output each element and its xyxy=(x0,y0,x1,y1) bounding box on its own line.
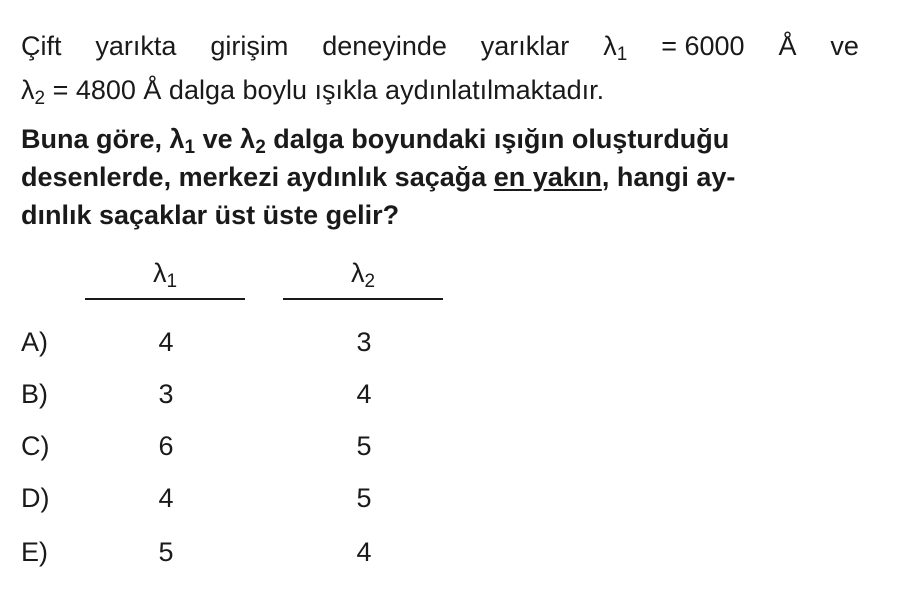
stem-word: Çift xyxy=(21,31,62,61)
option-value-lambda-1: 4 xyxy=(158,327,174,357)
emphasis-underline: en yakın xyxy=(493,162,602,192)
option-value-lambda-1: 3 xyxy=(158,379,174,409)
option-value-lambda-1: 6 xyxy=(158,431,174,461)
prompt-line-2: desenlerde, merkezi aydınlık saçağa en yakın, hangi ay- xyxy=(21,162,736,192)
column-header-lambda-2: $\lambda_2$ xyxy=(350,258,376,292)
option-value-lambda-2: 4 xyxy=(356,379,372,409)
stem-word: yarıkta xyxy=(95,31,177,61)
option-label[interactable]: E) xyxy=(21,537,48,567)
stem-word: yarıklar xyxy=(480,31,570,61)
lambda-1-symbol: $\lambda_1$ xyxy=(603,31,628,65)
stem-word: ve xyxy=(830,31,859,61)
stem-word: deneyinde xyxy=(322,31,447,61)
option-label[interactable]: D) xyxy=(21,483,50,513)
stem-value: = 6000 xyxy=(661,31,745,61)
stem-word: girişim xyxy=(210,31,289,61)
option-value-lambda-2: 5 xyxy=(356,431,372,461)
question-prompt xyxy=(21,120,861,234)
lambda-2-symbol: $\lambda_2$ xyxy=(240,124,266,158)
prompt-line-1: Buna göre, $\lambda_1$ ve $\lambda_2$ dalga boyundaki ışığın oluşturduğu xyxy=(21,124,730,158)
stem-line-2 xyxy=(21,68,861,112)
prompt-line-3: dınlık saçaklar üst üste gelir? xyxy=(21,200,400,230)
column-rule-1 xyxy=(85,298,245,300)
option-value-lambda-2: 4 xyxy=(356,537,372,567)
option-label[interactable]: B) xyxy=(21,379,48,409)
stem-line-2-text: = 4800 Å dalga boylu ışıkla aydınlatılmaktadır. xyxy=(45,75,605,105)
option-value-lambda-2: 3 xyxy=(356,327,372,357)
lambda-1-symbol: $\lambda_1$ xyxy=(169,124,196,158)
column-header-lambda-1: $\lambda_1$ xyxy=(152,258,178,292)
option-value-lambda-2: 5 xyxy=(356,483,372,513)
option-label[interactable]: A) xyxy=(21,327,48,357)
question-stem xyxy=(21,24,861,112)
stem-line-1 xyxy=(21,24,859,68)
lambda-2-symbol: $\lambda_2$ xyxy=(21,75,46,109)
column-rule-2 xyxy=(283,298,443,300)
stem-unit: Å xyxy=(778,31,797,61)
option-value-lambda-1: 4 xyxy=(158,483,174,513)
option-label[interactable]: C) xyxy=(21,431,50,461)
option-value-lambda-1: 5 xyxy=(158,537,174,567)
